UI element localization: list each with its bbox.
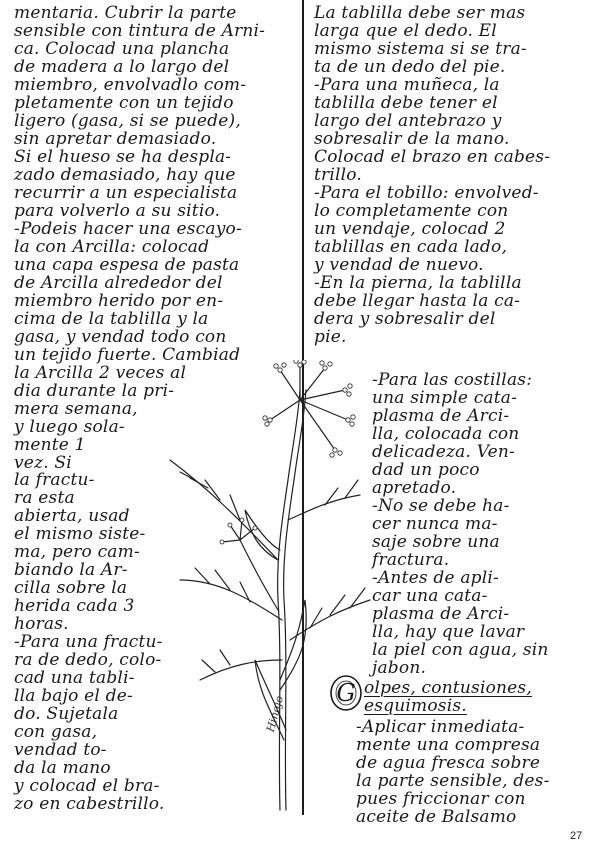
text-line: la Arcilla 2 veces al (14, 363, 187, 383)
text-line: fractura. (372, 550, 450, 570)
feathery-leaf (288, 495, 360, 520)
umbel-ray (280, 370, 300, 400)
text-line: miembro, envolvadlo com- (14, 75, 247, 95)
text-line: la parte sensible, des- (356, 771, 550, 791)
feathery-leaf (325, 480, 358, 505)
text-line: plasma de Arci- (372, 406, 510, 426)
text-line: tablillas en cada lado, (314, 237, 508, 257)
text-line: -Podeis hacer una escayo- (14, 219, 242, 239)
text-line: biando la Ar- (14, 560, 128, 580)
text-line: trillo. (314, 165, 363, 185)
text-line: mente 1 (14, 435, 86, 455)
text-line: -Para una muñeca, la (314, 75, 500, 95)
text-line: largo del antebrazo y (314, 111, 502, 131)
text-line: y luego sola- (14, 417, 125, 437)
text-line: pletamente con un tejido (14, 93, 234, 113)
text-line: dera y sobresalir del (314, 309, 496, 329)
text-line: saje sobre una (372, 532, 500, 552)
text-line: ca. Colocad una plancha (14, 39, 230, 59)
umbel-ray (270, 400, 300, 420)
text-line: de agua fresca sobre (356, 753, 541, 773)
text-line: cad una tabli- (14, 668, 135, 688)
text-line: cer nunca ma- (372, 514, 498, 534)
page-number: 27 (570, 830, 583, 842)
text-line: -Para las costillas: (372, 370, 533, 390)
text-line: ra de dedo, colo- (14, 650, 162, 670)
illustration-label: Hinojo (264, 694, 287, 734)
text-line: recurrir a un especialista (14, 183, 238, 203)
text-line: mismo sistema si se tra- (314, 39, 527, 59)
text-line: una simple cata- (372, 388, 518, 408)
text-line: sensible con tintura de Arni- (14, 21, 266, 41)
text-line: -Para una fractu- (14, 632, 163, 652)
text-line: -Antes de apli- (372, 568, 499, 588)
text-line: pues friccionar con (356, 789, 526, 809)
text-line: car una cata- (372, 586, 488, 606)
plant-stem (278, 390, 300, 810)
text-line: aceite de Balsamo (356, 807, 517, 827)
text-line: Colocad el brazo en cabes- (314, 147, 551, 167)
text-line: para volverlo a su sitio. (14, 201, 221, 221)
dropcap-letter: G (336, 679, 356, 707)
fennel-illustration (160, 360, 390, 820)
text-line: delicadeza. Ven- (372, 442, 515, 462)
text-line: la piel con agua, sin (372, 640, 549, 660)
text-line: cilla sobre la (14, 578, 128, 598)
feathery-leaf (180, 580, 282, 620)
text-line: ma, pero cam- (14, 542, 140, 562)
text-line: vendad to- (14, 740, 107, 760)
text-line: jabon. (372, 658, 427, 678)
text-line: ta de un dedo del pie. (314, 57, 506, 77)
heading-text: esquimosis. (364, 696, 467, 716)
text-line: mera semana, (14, 399, 138, 419)
plant-branch (240, 540, 278, 610)
text-line: mente una compresa (356, 735, 541, 755)
text-line: un vendaje, colocad 2 (314, 219, 506, 239)
text-line: lo completamente con (314, 201, 509, 221)
text-line: -No se debe ha- (372, 496, 510, 516)
text-line: pie. (314, 327, 347, 347)
text-line: -En la pierna, la tablilla (314, 273, 522, 293)
text-line: de Arcilla alrededor del (14, 273, 223, 293)
text-line: lla, hay que lavar (372, 622, 525, 642)
plant-stem-outline (284, 390, 306, 810)
text-line: gasa, y vendad todo con (14, 327, 227, 347)
text-line: cima de la tablilla y la (14, 309, 209, 329)
text-line: un tejido fuerte. Cambiad (14, 345, 241, 365)
text-line: de madera a lo largo del (14, 57, 230, 77)
text-line: ligero (gasa, si se puede), (14, 111, 241, 131)
leaf-sheath (280, 600, 306, 690)
text-line: apretado. (372, 478, 457, 498)
heading-text: olpes, contusiones, (364, 678, 532, 698)
text-line: la con Arcilla: colocad (14, 237, 210, 257)
text-line: dad un poco (372, 460, 480, 480)
text-line: ra esta (14, 488, 75, 508)
text-line: -Aplicar inmediata- (356, 717, 525, 737)
text-line: sin apretar demasiado. (14, 129, 217, 149)
text-line: herida cada 3 (14, 596, 135, 616)
feathery-leaf (290, 600, 370, 640)
text-line: el mismo siste- (14, 524, 146, 544)
text-line: lla bajo el de- (14, 686, 133, 706)
text-line: vez. Si (14, 453, 72, 473)
text-line: y vendad de nuevo. (314, 255, 484, 275)
text-line: miembro herido por en- (14, 291, 224, 311)
text-line: dia durante la pri- (14, 381, 175, 401)
text-line: y colocad el bra- (14, 776, 160, 796)
text-line: una capa espesa de pasta (14, 255, 240, 275)
text-line: Si el hueso se ha despla- (14, 147, 232, 167)
leaf-sheath (245, 510, 280, 560)
text-line: La tablilla debe ser mas (314, 3, 526, 23)
text-line: da la mano (14, 758, 111, 778)
text-line: sobresalir de la mano. (314, 129, 510, 149)
text-line: do. Sujetala (14, 704, 119, 724)
text-line: tablilla debe tener el (314, 93, 498, 113)
text-line: larga que el dedo. El (314, 21, 497, 41)
text-line: la fractu- (14, 470, 95, 490)
text-line: -Para el tobillo: envolved- (314, 183, 539, 203)
text-line: con gasa, (14, 722, 98, 742)
text-line: horas. (14, 614, 69, 634)
text-line: zo en cabestrillo. (14, 794, 165, 814)
text-line: plasma de Arci- (372, 604, 510, 624)
text-line: debe llegar hasta la ca- (314, 291, 521, 311)
text-line: abierta, usad (14, 506, 130, 526)
text-line: lla, colocada con (372, 424, 520, 444)
text-line: zado demasiado, hay que (14, 165, 236, 185)
text-line: mentaria. Cubrir la parte (14, 3, 237, 23)
